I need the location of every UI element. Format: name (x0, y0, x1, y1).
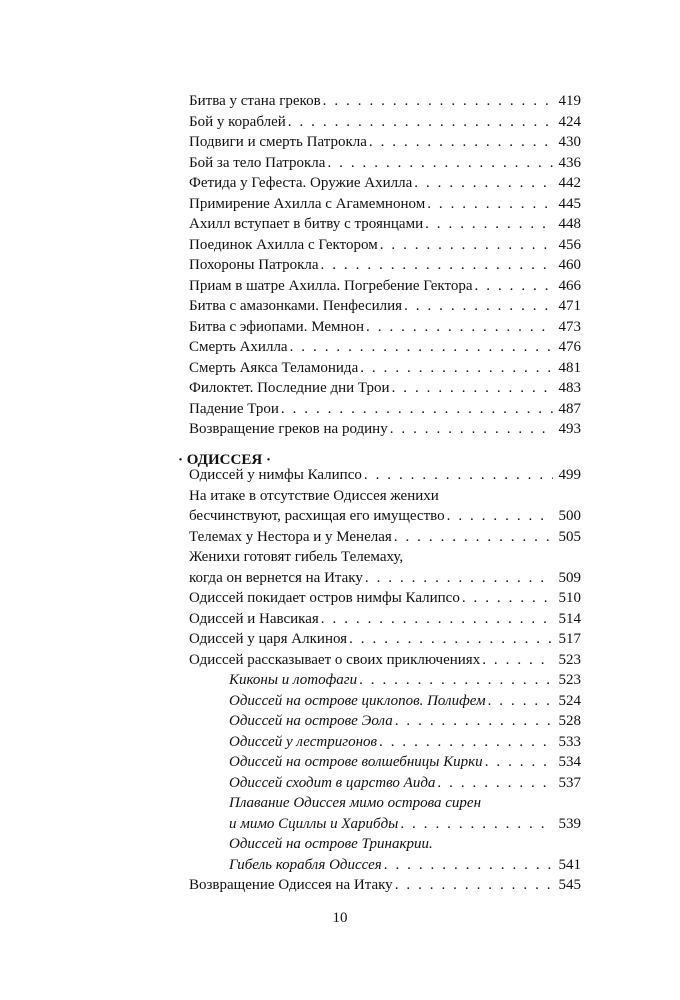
bullet-right: · (265, 452, 271, 468)
dot-leader (488, 691, 553, 712)
toc-entry-page: 466 (558, 277, 581, 294)
toc-entry-line (189, 875, 581, 896)
toc-entry-title: Одиссей и Навсикая (189, 610, 319, 627)
toc-entry-page: 473 (558, 318, 581, 335)
toc-entry-page: 476 (558, 339, 581, 355)
toc-entry-title: Одиссей на острове циклопов. Полифем (229, 692, 486, 709)
toc-entry-line (189, 358, 581, 379)
toc-subentry (189, 793, 581, 834)
toc-entry-title: Битва с амазонками. Пенфесилия (189, 298, 403, 314)
toc-entry (189, 153, 581, 174)
dot-leader (404, 296, 553, 317)
toc-entry-page: 481 (558, 359, 581, 376)
toc-entry-page: 456 (558, 236, 581, 253)
toc-entry-title: и мимо Сциллы и Харибды (229, 815, 399, 832)
dot-leader (359, 670, 553, 691)
toc-entry (189, 194, 581, 215)
toc-entry-page: 510 (558, 590, 581, 606)
dot-leader (395, 711, 553, 732)
dot-leader (369, 132, 553, 153)
toc-entry-line (229, 855, 581, 876)
toc-entry (189, 112, 581, 133)
toc-entry-page: 523 (558, 651, 581, 668)
dot-leader (394, 527, 553, 548)
toc-entry-line (189, 235, 581, 256)
toc-entry-page: 500 (558, 508, 581, 524)
toc-entry-line (189, 588, 581, 609)
toc-entry-line (189, 255, 581, 276)
toc-entry-line (189, 153, 581, 174)
toc-entry-title: Приам в шатре Ахилла. Погребение Гектора (189, 277, 473, 294)
page-number: 10 (332, 910, 348, 926)
toc-entry-line (189, 465, 581, 486)
toc-entry-title-line1: Женихи готовят гибель Телемаху, (189, 549, 404, 565)
toc-entry-page: 517 (558, 631, 581, 647)
toc-entry (189, 588, 581, 609)
toc-subentry (189, 773, 581, 794)
toc-entry (189, 378, 581, 399)
toc-entry-page: 483 (558, 380, 581, 396)
dot-leader (281, 399, 553, 420)
toc-entry-title: Поединок Ахилла с Гектором (189, 236, 378, 253)
toc-entry (189, 173, 581, 194)
toc-entry-title: Одиссей у царя Алкиноя (189, 631, 348, 647)
toc-entry-title: Битва с эфиопами. Мемнон (189, 318, 365, 335)
toc-entry-page: 537 (558, 774, 581, 791)
toc-entry (189, 91, 581, 112)
toc-entry-line (189, 527, 581, 548)
toc-entry-line (229, 773, 581, 794)
toc-entry-page: 528 (558, 713, 581, 729)
dot-leader (395, 875, 553, 896)
toc-subentry (189, 711, 581, 732)
toc-entry-line (229, 670, 581, 691)
dot-leader (349, 629, 553, 650)
toc-entry-title: Возвращение греков на родину (189, 421, 388, 437)
toc-entry-page: 442 (558, 175, 581, 191)
toc-entry (189, 255, 581, 276)
toc-entry (189, 337, 581, 358)
dot-leader (366, 317, 553, 338)
toc-entry-line (189, 629, 581, 650)
toc-list-odyssey (189, 465, 581, 896)
dot-leader (390, 419, 553, 440)
toc-entry-page: 514 (558, 610, 581, 627)
toc-entry (189, 214, 581, 235)
dot-leader (380, 235, 553, 256)
toc-entry-line (189, 609, 581, 630)
toc-entry-line (189, 173, 581, 194)
toc-entry (189, 547, 581, 588)
toc-entry-page: 493 (558, 421, 581, 437)
toc-entry-title-line1: Плавание Одиссея мимо острова сирен (229, 795, 482, 811)
toc-entry-line (229, 814, 581, 835)
toc-entry-title: Ахилл вступает в битву с троянцами (189, 216, 424, 232)
toc-entry-title: Одиссей на острове волшебницы Кирки (229, 754, 483, 770)
toc-entry-title: Одиссей у нимфы Калипсо (189, 467, 362, 483)
toc-entry-page: 445 (558, 195, 581, 212)
toc-entry (189, 486, 581, 527)
toc-entry-page: 424 (558, 113, 581, 130)
toc-subentry (189, 691, 581, 712)
toc-entry (189, 132, 581, 153)
toc-entry-page: 523 (558, 672, 581, 688)
toc-entry-line (189, 399, 581, 420)
toc-entry-line (189, 419, 581, 440)
toc-entry-title: Смерть Ахилла (189, 339, 288, 355)
toc-list-iliad (189, 91, 581, 440)
toc-entry-title: когда он вернется на Итаку (189, 569, 363, 586)
dot-leader (360, 358, 553, 379)
toc-entry-title: Подвиги и смерть Патрокла (189, 134, 367, 150)
toc-entry (189, 317, 581, 338)
toc-subentry (189, 834, 581, 875)
toc-entry-line (189, 568, 581, 589)
toc-entry-title: Одиссей сходит в царство Аида (229, 774, 436, 791)
toc-subentry (189, 670, 581, 691)
dot-leader (437, 773, 553, 794)
toc-entry-line (229, 752, 581, 773)
toc-entry-line (229, 711, 581, 732)
toc-entry-page: 460 (558, 257, 581, 273)
dot-leader (365, 568, 553, 589)
dot-leader (392, 378, 553, 399)
toc-entry-title: Бой за тело Патрокла (189, 154, 326, 171)
toc-entry-title: Одиссей на острове Эола (229, 713, 393, 729)
bullet-left: · (178, 452, 184, 468)
dot-leader (485, 752, 553, 773)
toc-entry-page: 533 (558, 733, 581, 750)
toc-entry-title: Фетида у Гефеста. Оружие Ахилла (189, 175, 413, 191)
toc-entry-title-line1: На итаке в отсутствие Одиссея женихи (189, 487, 439, 504)
toc-entry-title: Похороны Патрокла (189, 257, 319, 273)
dot-leader (482, 650, 553, 671)
toc-entry-page: 524 (558, 692, 581, 709)
toc-entry (189, 650, 581, 671)
toc-entry-title: Битва у стана греков (189, 93, 321, 109)
toc-subentry (189, 752, 581, 773)
toc-entry-line (189, 214, 581, 235)
dot-leader (475, 276, 553, 297)
toc-entry (189, 629, 581, 650)
dot-leader (321, 255, 553, 276)
toc-entry-page: 499 (558, 467, 581, 483)
toc-entry-line (229, 691, 581, 712)
toc-entry-title: Телемах у Нестора и у Менелая (189, 528, 392, 545)
dot-leader (290, 337, 553, 358)
dot-leader (400, 814, 553, 835)
toc-entry-line (189, 506, 581, 527)
toc-entry (189, 527, 581, 548)
toc-entry-title: Киконы и лотофаги (229, 672, 358, 688)
toc-entry-title: бесчинствуют, расхищая его имущество (189, 508, 445, 524)
toc-entry (189, 358, 581, 379)
toc-entry (189, 875, 581, 896)
dot-leader (321, 609, 553, 630)
toc-entry-title: Смерть Аякса Теламонида (189, 359, 359, 376)
toc-entry-line (189, 194, 581, 215)
toc-entry-title: Одиссей покидает остров нимфы Калипсо (189, 590, 460, 606)
toc-entry (189, 609, 581, 630)
toc-entry (189, 296, 581, 317)
toc-entry-page: 471 (558, 298, 581, 314)
toc-entry-title: Возвращение Одиссея на Итаку (189, 877, 393, 893)
toc-entry (189, 276, 581, 297)
toc-entry-title-line1: Одиссей на острове Тринакрии. (229, 836, 433, 852)
toc-entry-line (189, 296, 581, 317)
dot-leader (447, 506, 553, 527)
dot-leader (379, 732, 553, 753)
toc-entry-line (189, 132, 581, 153)
dot-leader (427, 194, 553, 215)
dot-leader (384, 855, 553, 876)
toc-entry-line (189, 317, 581, 338)
toc-entry-line (189, 650, 581, 671)
toc-entry-page: 541 (558, 856, 581, 873)
toc-entry-title: Примирение Ахилла с Агамемноном (189, 195, 426, 212)
toc-entry-line (229, 732, 581, 753)
toc-entry-page: 509 (558, 569, 581, 586)
dot-leader (364, 465, 553, 486)
toc-subentry (189, 732, 581, 753)
toc-entry-title: Бой у кораблей (189, 113, 286, 130)
toc-entry-title: Падение Трои (189, 400, 279, 417)
toc-entry-line (189, 378, 581, 399)
toc-entry-title: Филоктет. Последние дни Трои (189, 380, 390, 396)
toc-entry-page: 419 (558, 93, 581, 109)
toc-entry-page: 539 (558, 815, 581, 832)
dot-leader (327, 153, 553, 174)
toc-entry-page: 448 (558, 216, 581, 232)
toc-entry (189, 399, 581, 420)
section-title: ОДИССЕЯ (186, 452, 263, 468)
toc-entry-page: 505 (558, 528, 581, 545)
toc-entry (189, 235, 581, 256)
dot-leader (414, 173, 553, 194)
dot-leader (288, 112, 553, 133)
toc-entry-title: Одиссей рассказывает о своих приключениях (189, 651, 481, 668)
dot-leader (425, 214, 553, 235)
dot-leader (323, 91, 553, 112)
toc-entry-page: 534 (558, 754, 581, 770)
toc-entry-line (189, 276, 581, 297)
toc-entry-page: 436 (558, 154, 581, 171)
toc-entry-page: 430 (558, 134, 581, 150)
dot-leader (462, 588, 553, 609)
toc-entry-line (189, 91, 581, 112)
toc-entry (189, 465, 581, 486)
toc-entry-page: 545 (558, 877, 581, 893)
toc-entry-line (189, 112, 581, 133)
toc-entry-page: 487 (558, 400, 581, 417)
toc-entry (189, 419, 581, 440)
toc-entry-line (189, 337, 581, 358)
toc-entry-title: Одиссей у лестригонов (229, 733, 378, 750)
toc-entry-title: Гибель корабля Одиссея (229, 856, 382, 873)
